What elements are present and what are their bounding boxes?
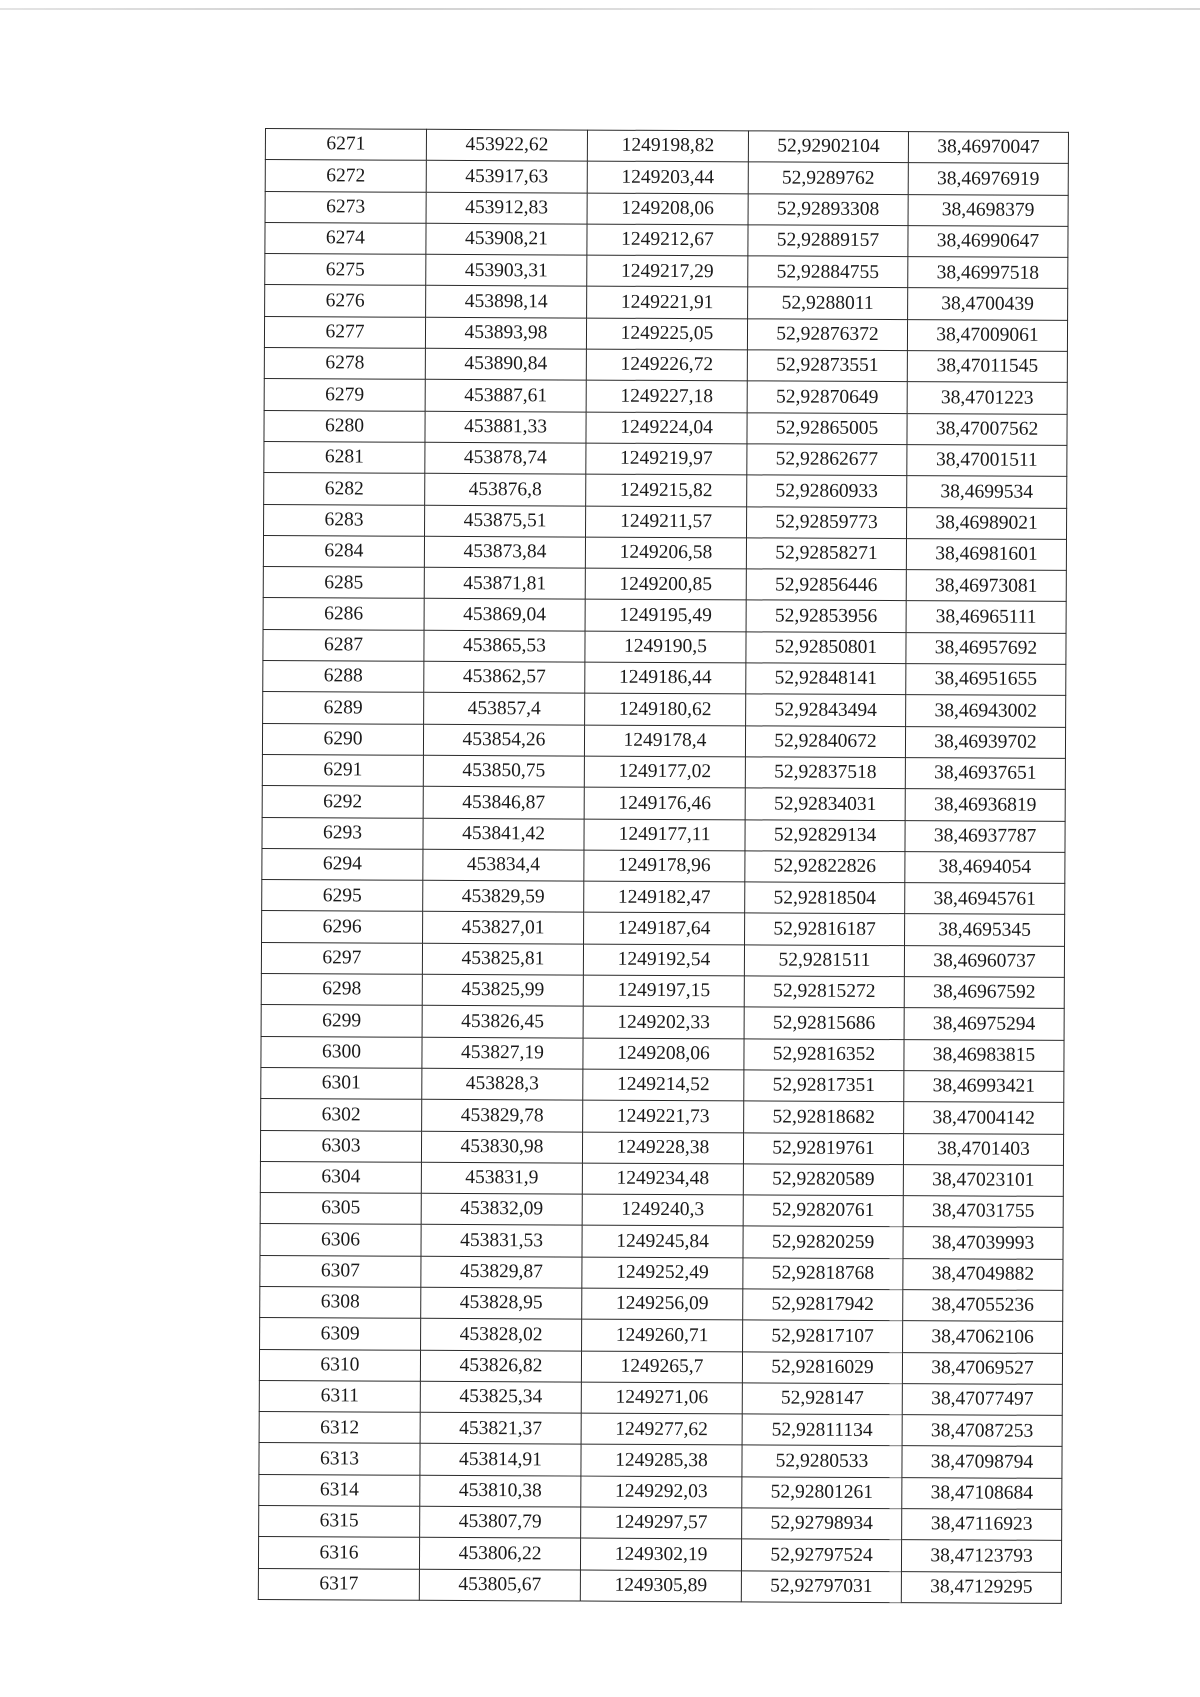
- x-coordinate-cell: 453869,04: [424, 599, 585, 631]
- table-row: [263, 661, 1066, 696]
- latitude-cell: 52,92893308: [748, 193, 908, 225]
- latitude-cell: 52,92818682: [744, 1101, 904, 1133]
- point-number-cell: 6282: [264, 473, 425, 505]
- y-coordinate-cell: 1249226,72: [586, 349, 747, 381]
- longitude-cell: 38,47039993: [903, 1227, 1063, 1259]
- point-number-cell: 6314: [259, 1474, 420, 1506]
- y-coordinate-cell: 1249195,49: [585, 600, 746, 632]
- y-coordinate-cell: 1249190,5: [585, 631, 746, 663]
- point-number-cell: 6294: [262, 848, 423, 880]
- point-number-cell: 6311: [259, 1380, 420, 1412]
- table-row: [263, 567, 1066, 602]
- x-coordinate-cell: 453828,02: [421, 1319, 582, 1351]
- point-number-cell: 6299: [261, 1005, 422, 1037]
- y-coordinate-cell: 1249182,47: [584, 881, 745, 913]
- point-number-cell: 6277: [264, 316, 425, 348]
- point-number-cell: 6290: [262, 723, 423, 755]
- longitude-cell: 38,47007562: [907, 413, 1067, 445]
- longitude-cell: 38,47023101: [903, 1164, 1063, 1196]
- x-coordinate-cell: 453830,98: [421, 1131, 582, 1163]
- x-coordinate-cell: 453887,61: [425, 380, 586, 412]
- latitude-cell: 52,92848141: [746, 663, 906, 695]
- longitude-cell: 38,47009061: [907, 319, 1067, 351]
- y-coordinate-cell: 1249265,7: [581, 1351, 742, 1383]
- table-row: [264, 410, 1067, 445]
- latitude-cell: 52,9288011: [748, 287, 908, 319]
- table-row: [261, 942, 1064, 977]
- longitude-cell: 38,46937651: [905, 758, 1065, 790]
- y-coordinate-cell: 1249203,44: [587, 161, 748, 193]
- x-coordinate-cell: 453908,21: [426, 223, 587, 255]
- latitude-cell: 52,92820589: [743, 1164, 903, 1196]
- longitude-cell: 38,46943002: [906, 695, 1066, 727]
- x-coordinate-cell: 453828,95: [421, 1287, 582, 1319]
- x-coordinate-cell: 453826,45: [422, 1006, 583, 1038]
- point-number-cell: 6275: [265, 254, 426, 286]
- y-coordinate-cell: 1249208,06: [587, 193, 748, 225]
- point-number-cell: 6285: [263, 567, 424, 599]
- longitude-cell: 38,47123793: [901, 1540, 1061, 1572]
- table-row: [265, 191, 1068, 226]
- y-coordinate-cell: 1249176,46: [584, 787, 745, 819]
- y-coordinate-cell: 1249178,4: [584, 725, 745, 757]
- y-coordinate-cell: 1249217,29: [587, 255, 748, 287]
- point-number-cell: 6301: [261, 1067, 422, 1099]
- latitude-cell: 52,92820761: [743, 1195, 903, 1227]
- y-coordinate-cell: 1249245,84: [582, 1225, 743, 1257]
- latitude-cell: 52,92820259: [743, 1226, 903, 1258]
- y-coordinate-cell: 1249187,64: [584, 912, 745, 944]
- y-coordinate-cell: 1249180,62: [585, 693, 746, 725]
- point-number-cell: 6286: [263, 598, 424, 630]
- x-coordinate-cell: 453865,53: [424, 630, 585, 662]
- longitude-cell: 38,4700439: [908, 288, 1068, 320]
- y-coordinate-cell: 1249224,04: [586, 412, 747, 444]
- x-coordinate-cell: 453825,34: [420, 1381, 581, 1413]
- table-row: [264, 473, 1067, 508]
- latitude-cell: 52,92850801: [746, 632, 906, 664]
- longitude-cell: 38,46937787: [905, 820, 1065, 852]
- latitude-cell: 52,92798934: [742, 1508, 902, 1540]
- x-coordinate-cell: 453890,84: [425, 348, 586, 380]
- longitude-cell: 38,46993421: [904, 1071, 1064, 1103]
- longitude-cell: 38,47108684: [902, 1477, 1062, 1509]
- longitude-cell: 38,4701223: [907, 382, 1067, 414]
- x-coordinate-cell: 453903,31: [426, 254, 587, 286]
- x-coordinate-cell: 453850,75: [423, 755, 584, 787]
- table-row: [264, 504, 1067, 539]
- latitude-cell: 52,92817351: [744, 1070, 904, 1102]
- point-number-cell: 6276: [265, 285, 426, 317]
- x-coordinate-cell: 453805,67: [419, 1569, 580, 1601]
- x-coordinate-cell: 453873,84: [424, 536, 585, 568]
- x-coordinate-cell: 453878,74: [425, 442, 586, 474]
- point-number-cell: 6297: [261, 942, 422, 974]
- table-row: [262, 723, 1065, 758]
- x-coordinate-cell: 453821,37: [420, 1412, 581, 1444]
- latitude-cell: 52,92822826: [745, 851, 905, 883]
- x-coordinate-cell: 453831,53: [421, 1225, 582, 1257]
- table-row: [260, 1193, 1063, 1228]
- y-coordinate-cell: 1249219,97: [586, 443, 747, 475]
- y-coordinate-cell: 1249177,02: [584, 756, 745, 788]
- y-coordinate-cell: 1249208,06: [583, 1038, 744, 1070]
- longitude-cell: 38,4695345: [905, 914, 1065, 946]
- point-number-cell: 6284: [263, 535, 424, 567]
- longitude-cell: 38,4694054: [905, 851, 1065, 883]
- x-coordinate-cell: 453854,26: [423, 724, 584, 756]
- point-number-cell: 6310: [259, 1349, 420, 1381]
- table-row: [264, 316, 1067, 351]
- latitude-cell: 52,9280533: [742, 1445, 902, 1477]
- latitude-cell: 52,92889157: [748, 225, 908, 257]
- latitude-cell: 52,92819761: [743, 1132, 903, 1164]
- point-number-cell: 6292: [262, 786, 423, 818]
- latitude-cell: 52,92818768: [743, 1258, 903, 1290]
- point-number-cell: 6312: [259, 1412, 420, 1444]
- y-coordinate-cell: 1249240,3: [582, 1194, 743, 1226]
- longitude-cell: 38,4698379: [908, 194, 1068, 226]
- x-coordinate-cell: 453807,79: [420, 1506, 581, 1538]
- x-coordinate-cell: 453806,22: [419, 1538, 580, 1570]
- longitude-cell: 38,46936819: [905, 789, 1065, 821]
- table-row: [260, 1286, 1063, 1321]
- y-coordinate-cell: 1249202,33: [583, 1006, 744, 1038]
- x-coordinate-cell: 453922,62: [426, 129, 587, 161]
- x-coordinate-cell: 453829,78: [422, 1099, 583, 1131]
- longitude-cell: 38,46960737: [904, 945, 1064, 977]
- latitude-cell: 52,92862677: [747, 444, 907, 476]
- longitude-cell: 38,47087253: [902, 1415, 1062, 1447]
- table-row: [261, 1005, 1064, 1040]
- longitude-cell: 38,47116923: [902, 1509, 1062, 1541]
- x-coordinate-cell: 453912,83: [426, 192, 587, 224]
- coordinate-table-body: [258, 129, 1068, 1604]
- table-row: [261, 1099, 1064, 1134]
- longitude-cell: 38,47031755: [903, 1196, 1063, 1228]
- point-number-cell: 6283: [264, 504, 425, 536]
- longitude-cell: 38,47098794: [902, 1446, 1062, 1478]
- point-number-cell: 6315: [259, 1506, 420, 1538]
- table-row: [265, 129, 1068, 164]
- latitude-cell: 52,92815686: [744, 1007, 904, 1039]
- x-coordinate-cell: 453827,01: [423, 912, 584, 944]
- y-coordinate-cell: 1249200,85: [585, 568, 746, 600]
- table-row: [262, 817, 1065, 852]
- y-coordinate-cell: 1249271,06: [581, 1382, 742, 1414]
- point-number-cell: 6281: [264, 441, 425, 473]
- y-coordinate-cell: 1249221,91: [587, 287, 748, 319]
- point-number-cell: 6272: [265, 160, 426, 192]
- table-row: [261, 1067, 1064, 1102]
- point-number-cell: 6302: [261, 1099, 422, 1131]
- table-row: [259, 1506, 1062, 1541]
- longitude-cell: 38,4701403: [903, 1133, 1063, 1165]
- y-coordinate-cell: 1249177,11: [584, 819, 745, 851]
- point-number-cell: 6309: [260, 1318, 421, 1350]
- table-row: [264, 348, 1067, 383]
- table-row: [259, 1380, 1062, 1415]
- latitude-cell: 52,92843494: [746, 694, 906, 726]
- table-row: [263, 692, 1066, 727]
- table-row: [265, 254, 1068, 289]
- x-coordinate-cell: 453917,63: [426, 161, 587, 193]
- latitude-cell: 52,92816352: [744, 1038, 904, 1070]
- y-coordinate-cell: 1249227,18: [586, 380, 747, 412]
- x-coordinate-cell: 453829,59: [423, 880, 584, 912]
- x-coordinate-cell: 453825,99: [422, 974, 583, 1006]
- y-coordinate-cell: 1249221,73: [583, 1100, 744, 1132]
- longitude-cell: 38,46983815: [904, 1039, 1064, 1071]
- table-row: [260, 1161, 1063, 1196]
- table-row: [261, 1036, 1064, 1071]
- latitude-cell: 52,92853956: [746, 600, 906, 632]
- longitude-cell: 38,47069527: [902, 1352, 1062, 1384]
- x-coordinate-cell: 453875,51: [425, 505, 586, 537]
- y-coordinate-cell: 1249252,49: [582, 1257, 743, 1289]
- x-coordinate-cell: 453857,4: [424, 693, 585, 725]
- y-coordinate-cell: 1249198,82: [587, 130, 748, 162]
- x-coordinate-cell: 453810,38: [420, 1475, 581, 1507]
- point-number-cell: 6278: [264, 348, 425, 380]
- longitude-cell: 38,46957692: [906, 632, 1066, 664]
- point-number-cell: 6271: [265, 129, 426, 161]
- point-number-cell: 6296: [262, 911, 423, 943]
- latitude-cell: 52,9281511: [744, 945, 904, 977]
- latitude-cell: 52,928147: [742, 1383, 902, 1415]
- longitude-cell: 38,47055236: [903, 1290, 1063, 1322]
- point-number-cell: 6303: [260, 1130, 421, 1162]
- latitude-cell: 52,92902104: [748, 131, 908, 163]
- point-number-cell: 6308: [260, 1286, 421, 1318]
- point-number-cell: 6300: [261, 1036, 422, 1068]
- latitude-cell: 52,92865005: [747, 413, 907, 445]
- y-coordinate-cell: 1249206,58: [585, 537, 746, 569]
- table-row: [265, 285, 1068, 320]
- point-number-cell: 6287: [263, 629, 424, 661]
- longitude-cell: 38,46945761: [905, 883, 1065, 915]
- x-coordinate-cell: 453846,87: [423, 787, 584, 819]
- x-coordinate-cell: 453825,81: [422, 943, 583, 975]
- table-row: [260, 1130, 1063, 1165]
- x-coordinate-cell: 453831,9: [421, 1162, 582, 1194]
- longitude-cell: 38,47001511: [907, 445, 1067, 477]
- table-row: [262, 880, 1065, 915]
- y-coordinate-cell: 1249234,48: [582, 1163, 743, 1195]
- point-number-cell: 6280: [264, 410, 425, 442]
- y-coordinate-cell: 1249214,52: [583, 1069, 744, 1101]
- point-number-cell: 6293: [262, 817, 423, 849]
- latitude-cell: 52,92876372: [747, 319, 907, 351]
- table-row: [259, 1412, 1062, 1447]
- point-number-cell: 6279: [264, 379, 425, 411]
- latitude-cell: 52,92816029: [742, 1351, 902, 1383]
- y-coordinate-cell: 1249215,82: [586, 474, 747, 506]
- longitude-cell: 38,46970047: [908, 132, 1068, 164]
- table-row: [264, 441, 1067, 476]
- y-coordinate-cell: 1249197,15: [583, 975, 744, 1007]
- latitude-cell: 52,92815272: [744, 976, 904, 1008]
- point-number-cell: 6305: [260, 1193, 421, 1225]
- x-coordinate-cell: 453876,8: [425, 474, 586, 506]
- latitude-cell: 52,92873551: [747, 350, 907, 382]
- y-coordinate-cell: 1249285,38: [581, 1445, 742, 1477]
- x-coordinate-cell: 453814,91: [420, 1444, 581, 1476]
- latitude-cell: 52,92860933: [747, 475, 907, 507]
- longitude-cell: 38,46981601: [906, 538, 1066, 570]
- point-number-cell: 6316: [258, 1537, 419, 1569]
- y-coordinate-cell: 1249212,67: [587, 224, 748, 256]
- table-row: [261, 974, 1064, 1009]
- longitude-cell: 38,46965111: [906, 601, 1066, 633]
- longitude-cell: 38,46997518: [908, 257, 1068, 289]
- longitude-cell: 38,47011545: [907, 351, 1067, 383]
- point-number-cell: 6273: [265, 191, 426, 223]
- point-number-cell: 6274: [265, 222, 426, 254]
- x-coordinate-cell: 453826,82: [420, 1350, 581, 1382]
- longitude-cell: 38,46989021: [907, 507, 1067, 539]
- y-coordinate-cell: 1249277,62: [581, 1413, 742, 1445]
- coordinate-table: [258, 128, 1069, 1604]
- table-row: [263, 535, 1066, 570]
- y-coordinate-cell: 1249302,19: [580, 1538, 741, 1570]
- latitude-cell: 52,92837518: [745, 757, 905, 789]
- x-coordinate-cell: 453898,14: [426, 286, 587, 318]
- table-row: [262, 754, 1065, 789]
- x-coordinate-cell: 453828,3: [422, 1068, 583, 1100]
- table-row: [260, 1318, 1063, 1353]
- table-row: [262, 911, 1065, 946]
- latitude-cell: 52,92884755: [748, 256, 908, 288]
- latitude-cell: 52,92816187: [745, 913, 905, 945]
- point-number-cell: 6295: [262, 880, 423, 912]
- y-coordinate-cell: 1249292,03: [581, 1476, 742, 1508]
- longitude-cell: 38,46951655: [906, 664, 1066, 696]
- longitude-cell: 38,46939702: [905, 726, 1065, 758]
- point-number-cell: 6304: [260, 1161, 421, 1193]
- y-coordinate-cell: 1249192,54: [583, 944, 744, 976]
- longitude-cell: 38,47077497: [902, 1384, 1062, 1416]
- longitude-cell: 38,47004142: [904, 1102, 1064, 1134]
- y-coordinate-cell: 1249305,89: [580, 1570, 741, 1602]
- x-coordinate-cell: 453834,4: [423, 849, 584, 881]
- longitude-cell: 38,46976919: [908, 163, 1068, 195]
- x-coordinate-cell: 453881,33: [425, 411, 586, 443]
- table-row: [265, 160, 1068, 195]
- latitude-cell: 52,92797031: [741, 1571, 901, 1603]
- point-number-cell: 6291: [262, 754, 423, 786]
- table-row: [258, 1568, 1061, 1603]
- y-coordinate-cell: 1249256,09: [582, 1288, 743, 1320]
- x-coordinate-cell: 453829,87: [421, 1256, 582, 1288]
- y-coordinate-cell: 1249225,05: [586, 318, 747, 350]
- x-coordinate-cell: 453862,57: [424, 661, 585, 693]
- latitude-cell: 52,92870649: [747, 381, 907, 413]
- latitude-cell: 52,92829134: [745, 819, 905, 851]
- latitude-cell: 52,92856446: [746, 569, 906, 601]
- latitude-cell: 52,92817107: [743, 1320, 903, 1352]
- coordinate-table-container: [258, 128, 1063, 1604]
- x-coordinate-cell: 453871,81: [424, 567, 585, 599]
- longitude-cell: 38,46967592: [904, 977, 1064, 1009]
- point-number-cell: 6317: [258, 1568, 419, 1600]
- y-coordinate-cell: 1249211,57: [586, 506, 747, 538]
- latitude-cell: 52,92811134: [742, 1414, 902, 1446]
- table-row: [264, 379, 1067, 414]
- longitude-cell: 38,46990647: [908, 226, 1068, 258]
- x-coordinate-cell: 453832,09: [421, 1193, 582, 1225]
- latitude-cell: 52,92859773: [747, 506, 907, 538]
- x-coordinate-cell: 453827,19: [422, 1037, 583, 1069]
- point-number-cell: 6289: [263, 692, 424, 724]
- table-row: [262, 848, 1065, 883]
- longitude-cell: 38,47062106: [903, 1321, 1063, 1353]
- latitude-cell: 52,92801261: [742, 1477, 902, 1509]
- y-coordinate-cell: 1249178,96: [584, 850, 745, 882]
- table-row: [260, 1255, 1063, 1290]
- point-number-cell: 6313: [259, 1443, 420, 1475]
- table-row: [259, 1349, 1062, 1384]
- table-row: [263, 629, 1066, 664]
- longitude-cell: 38,4699534: [907, 476, 1067, 508]
- table-row: [258, 1537, 1061, 1572]
- table-row: [259, 1443, 1062, 1478]
- longitude-cell: 38,47049882: [903, 1258, 1063, 1290]
- y-coordinate-cell: 1249186,44: [585, 662, 746, 694]
- point-number-cell: 6307: [260, 1255, 421, 1287]
- longitude-cell: 38,46973081: [906, 570, 1066, 602]
- latitude-cell: 52,92817942: [743, 1289, 903, 1321]
- x-coordinate-cell: 453841,42: [423, 818, 584, 850]
- scan-top-edge: [0, 8, 1200, 10]
- latitude-cell: 52,92818504: [745, 882, 905, 914]
- point-number-cell: 6298: [261, 974, 422, 1006]
- point-number-cell: 6288: [263, 661, 424, 693]
- latitude-cell: 52,92858271: [746, 538, 906, 570]
- table-row: [259, 1474, 1062, 1509]
- latitude-cell: 52,92797524: [741, 1539, 901, 1571]
- table-row: [263, 598, 1066, 633]
- table-row: [260, 1224, 1063, 1259]
- longitude-cell: 38,46975294: [904, 1008, 1064, 1040]
- x-coordinate-cell: 453893,98: [425, 317, 586, 349]
- point-number-cell: 6306: [260, 1224, 421, 1256]
- table-row: [262, 786, 1065, 821]
- latitude-cell: 52,9289762: [748, 162, 908, 194]
- longitude-cell: 38,47129295: [901, 1571, 1061, 1603]
- table-row: [265, 222, 1068, 257]
- y-coordinate-cell: 1249297,57: [581, 1507, 742, 1539]
- latitude-cell: 52,92840672: [745, 725, 905, 757]
- y-coordinate-cell: 1249228,38: [582, 1132, 743, 1164]
- latitude-cell: 52,92834031: [745, 788, 905, 820]
- y-coordinate-cell: 1249260,71: [582, 1319, 743, 1351]
